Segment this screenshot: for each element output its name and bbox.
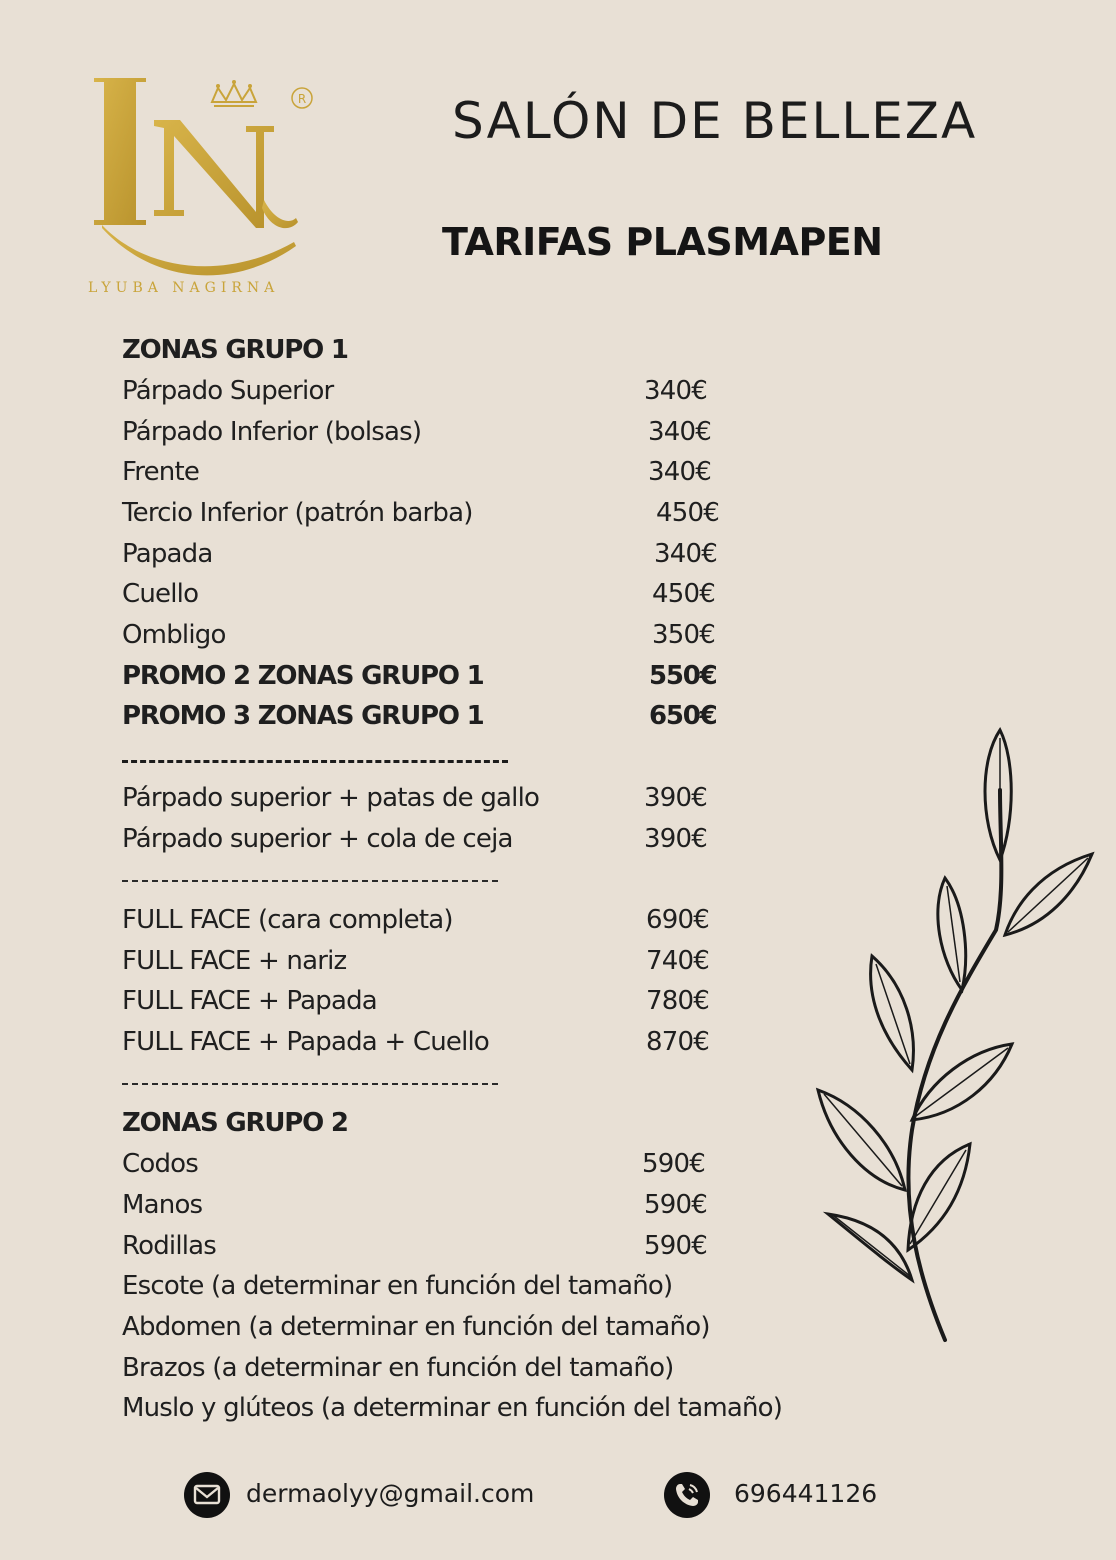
logo-caption: LYUBA NAGIRNA [88, 280, 280, 296]
price-row-value: 740€ [646, 946, 709, 976]
price-row-label: Cuello [122, 579, 199, 609]
section-heading-label: ZONAS GRUPO 1 [122, 335, 348, 365]
svg-text:R: R [297, 92, 307, 106]
price-row-label: Codos [122, 1149, 199, 1179]
price-row-value: 450€ [652, 579, 715, 609]
price-row-label: Escote (a determinar en función del tamaño) [122, 1271, 673, 1301]
section-heading-label: ZONAS GRUPO 2 [122, 1108, 348, 1138]
price-row-label: Muslo y glúteos (a determinar en función del tamaño) [122, 1393, 783, 1423]
leaf-branch-icon [800, 720, 1100, 1360]
price-row-label: Rodillas [122, 1231, 217, 1261]
promo-row-value: 650€ [649, 701, 717, 731]
price-row-value: 340€ [654, 539, 717, 569]
promo-row-label: PROMO 2 ZONAS GRUPO 1 [122, 661, 484, 691]
price-row-label: Tercio Inferior (patrón barba) [122, 498, 473, 528]
price-row-value: 780€ [646, 986, 709, 1016]
promo-row-value: 550€ [649, 661, 717, 691]
price-row-label: FULL FACE (cara completa) [122, 905, 453, 935]
mail-icon [184, 1472, 230, 1518]
promo-row-label: PROMO 3 ZONAS GRUPO 1 [122, 701, 484, 731]
price-row-label: FULL FACE + nariz [122, 946, 347, 976]
price-row-label: Papada [122, 539, 213, 569]
section-divider [122, 880, 498, 882]
price-row-label: Párpado superior + patas de gallo [122, 783, 540, 813]
phone-icon [664, 1472, 710, 1518]
price-row-label: Ombligo [122, 620, 226, 650]
section-divider [122, 760, 508, 763]
price-row-label: FULL FACE + Papada [122, 986, 377, 1016]
contact-phone[interactable]: 696441126 [734, 1479, 878, 1508]
price-row-value: 390€ [644, 824, 707, 854]
price-row-value: 870€ [646, 1027, 709, 1057]
price-row-value: 590€ [644, 1231, 707, 1261]
price-row-value: 590€ [642, 1149, 705, 1179]
price-row-value: 340€ [648, 457, 711, 487]
price-row-label: Párpado Superior [122, 376, 334, 406]
price-row-value: 350€ [652, 620, 715, 650]
contact-email[interactable]: dermaolyy@gmail.com [246, 1479, 535, 1508]
page-subtitle: TARIFAS PLASMAPEN [442, 220, 883, 264]
price-row-value: 340€ [648, 417, 711, 447]
price-row-label: Manos [122, 1190, 203, 1220]
price-row-label: Abdomen (a determinar en función del tamaño) [122, 1312, 710, 1342]
price-row-value: 450€ [656, 498, 719, 528]
brand-logo [84, 70, 334, 305]
price-row-label: Párpado superior + cola de ceja [122, 824, 513, 854]
price-row-label: FULL FACE + Papada + Cuello [122, 1027, 490, 1057]
price-row-label: Frente [122, 457, 200, 487]
price-row-value: 340€ [644, 376, 707, 406]
price-row-label: Brazos (a determinar en función del tamaño) [122, 1353, 674, 1383]
page-title: SALÓN DE BELLEZA [452, 92, 978, 150]
price-row-label: Párpado Inferior (bolsas) [122, 417, 422, 447]
price-row-value: 690€ [646, 905, 709, 935]
price-row-value: 390€ [644, 783, 707, 813]
price-row-value: 590€ [644, 1190, 707, 1220]
section-divider [122, 1083, 498, 1085]
